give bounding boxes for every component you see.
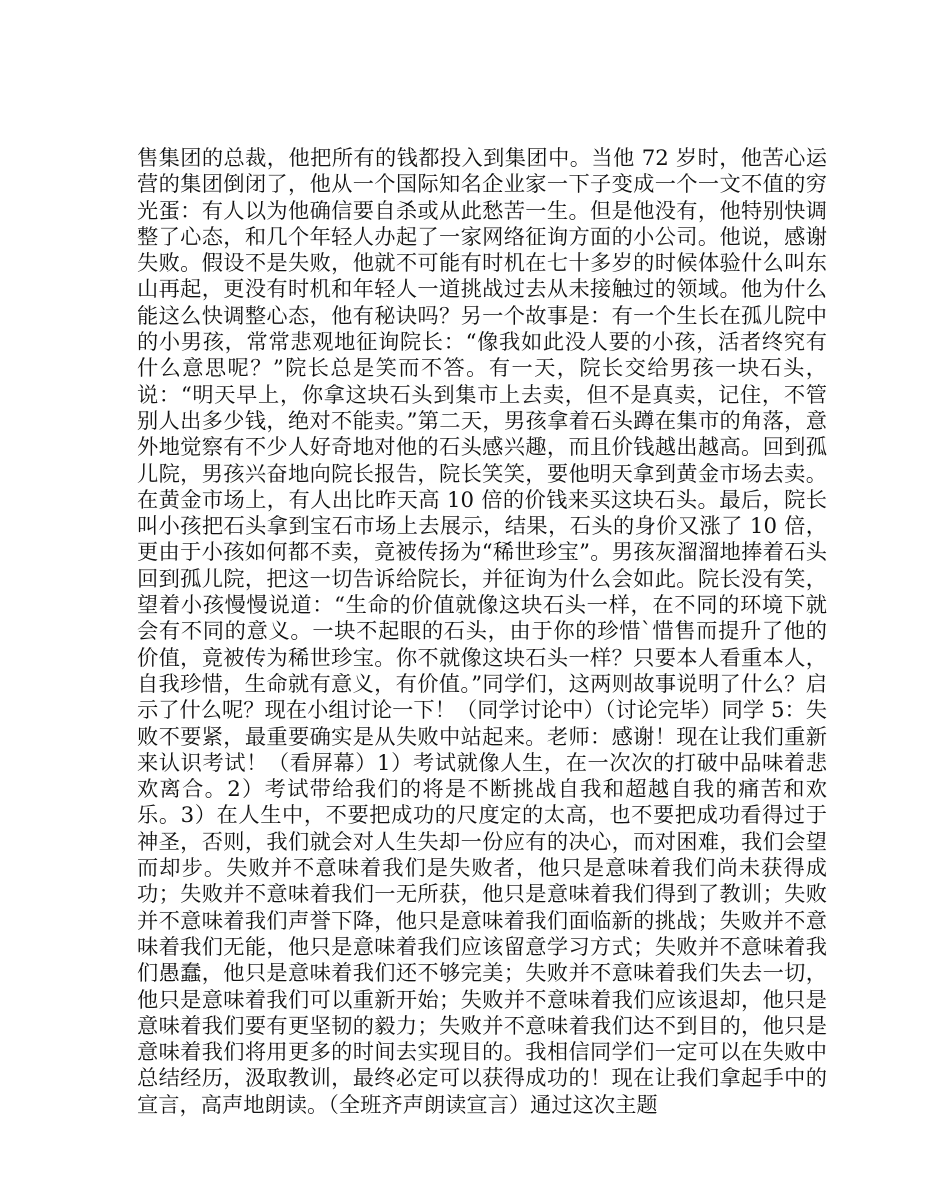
body-paragraph: 售集团的总裁，他把所有的钱都投入到集团中。当他 72 岁时，他苦心运营的集团倒闭了，他从一个国际知名企业家一下子变成一个一文不值的穷光蛋：有人以为他确信要自杀或从此愁苦一生。但是他没有，他特别快调整了心态，和几个年轻人办起了一家网络征询方面的小公司。他说，感谢失败。假设不是失败，他就不可能有时机在七十多岁的时候体验什么叫东山再起，更没有时机和年轻人一道挑战过去从未接触过的领域。他为什么能这么快调整心态，他有秘诀吗？另一个故事是：有一个生长在孤儿院中的小男孩，常常悲观地征询院长：“像我如此没人要的小孩，活者终究有什么意思呢？”院长总是笑而不答。有一天，院长交给男孩一块石头，说：“明天早上，你拿这块石头到集市上去卖，但不是真卖，记住，不管别人出多少钱，绝对不能卖。”第二天，男孩拿着石头蹲在集市的角落，意外地觉察有不少人好奇地对他的石头感兴趣，而且价钱越出越高。回到孤儿院，男孩兴奋地向院长报告，院长笑笑，要他明天拿到黄金市场去卖。在黄金市场上，有人出比昨天高 10 倍的价钱来买这块石头。最后，院长叫小孩把石头拿到宝石市场上去展示，结果，石头的身价又涨了 10 倍，更由于小孩如何都不卖，竟被传扬为“稀世珍宝”。男孩灰溜溜地捧着石头回到孤儿院，把这一切告诉给院长，并征询为什么会如此。院长没有笑，望着小孩慢慢说道：“生命的价值就像这块石头一样，在不同的环境下就会有不同的意义。一块不起眼的石头，由于你的珍惜`惜售而提升了他的价值，竟被传为稀世珍宝。你不就像这块石头一样？只要本人看重本人，自我珍惜，生命就有意义，有价值。”同学们，这两则故事说明了什么？启示了什么呢？现在小组讨论一下！（同学讨论中）（讨论完毕）同学 5：失败不要紧，最重要确实是从失败中站起来。老师：感谢！现在让我们重新来认识考试！（看屏幕）1）考试就像人生，在一次次的打破中品味着悲欢离合。2）考试带给我们的将是不断挑战自我和超越自我的痛苦和欢乐。3）在人生中，不要把成功的尺度定的太高，也不要把成功看得过于神圣，否则，我们就会对人生失却一份应有的决心，而对困难，我们会望而却步。失败并不意味着我们是失败者，他只是意味着我们尚未获得成功；失败并不意味着我们一无所获，他只是意味着我们得到了教训；失败并不意味着我们声誉下降，他只是意味着我们面临新的挑战；失败并不意味着我们无能，他只是意味着我们应该留意学习方式；失败并不意味着我们愚蠢，他只是意味着我们还不够完美；失败并不意味着我们失去一切，他只是意味着我们可以重新开始；失败并不意味着我们应该退却，他只是意味着我们要有更坚韧的毅力；失败并不意味着我们达不到目的，他只是意味着我们将用更多的时间去实现目的。我相信同学们一定可以在失败中总结经历，汲取教训，最终必定可以获得成功的！现在让我们拿起手中的宣言，高声地朗读。（全班齐声朗读宣言）通过这次主题 bbox=[137, 146, 827, 1118]
